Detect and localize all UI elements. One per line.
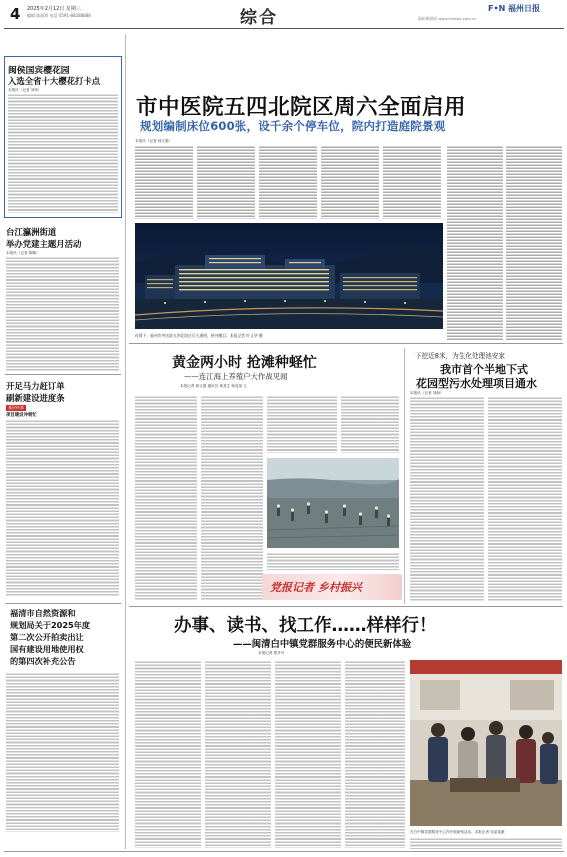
date-text: 2025年2月12日 星期三 [27,6,81,12]
page-number: 4 [10,5,21,23]
lead-photo-hospital [135,223,443,329]
sewage-body-col-1 [410,396,484,601]
lead-body-col-right-2 [506,145,562,340]
gold-photo-tidal-flat [267,458,399,548]
lead-subheadline: 规划编制床位600张，设千余个停车位，院内打造庭院景观 [140,119,446,133]
gold-body-col-4 [341,395,399,453]
story-cherry-byline: 本报讯（记者 刘伟） [8,88,42,92]
hospital-night-image [135,223,443,329]
masthead [0,0,567,34]
page-bottom-rule [4,851,564,852]
bottom-photo-caption: 在白中镇党群服务中心内开展助残活动。本报记者 吴某某摄 [410,830,505,834]
sewage-headline-2: 花园型污水处理项目通水 [416,377,537,390]
editor-line: 编辑 陈丽珍 电话 0591-88288888 [27,13,91,18]
sewage-kicker: 下挖近8米，为生化处理池安家 [415,352,505,360]
bottom-body-col-4 [345,660,405,848]
story-yingzhou-headline: 台江瀛洲街道 [6,227,57,237]
story-yingzhou-headline-2: 举办党建主题月活动 [6,239,82,249]
story-cherry-body [8,93,118,213]
tidal-flat-image [267,458,399,548]
story-yingzhou-byline: 本报讯（记者 陈琳） [6,251,40,255]
story-cherry-headline-2: 入选全省十大樱花打卡点 [8,76,101,86]
rural-banner [262,574,402,600]
logo: F•N 福州日报 [488,4,541,13]
lead-bottom-rule [129,343,563,344]
story-orders-sub: 项目建设冲刺忙 [6,413,37,418]
sewage-body-col-2 [488,396,562,601]
gold-body-col-2 [201,395,263,601]
masthead-rule [4,28,564,29]
bottom-body-col-2 [205,660,271,848]
left-rule-2 [5,603,121,604]
notice-body [6,672,119,832]
notice-headline-5: 的第四次补充公告 [10,656,76,666]
lead-body-col-4 [321,145,379,219]
notice-headline-4: 国有建设用地使用权 [10,644,84,654]
banner-text: 党报记者 乡村振兴 [270,581,362,594]
gold-byline: 本报记者 林文德 通讯员 黄其生 杨其战 文 [180,384,247,388]
left-rule-1 [5,374,121,375]
bottom-body-col-5 [410,837,562,849]
mid-bottom-rule [129,606,563,607]
sewage-headline-1: 我市首个半地下式 [440,363,528,376]
story-orders-headline-2: 刷新建设进度条 [6,393,65,403]
notice-headline-2: 规划局关于2025年度 [10,620,91,630]
notice-headline-1: 福清市自然资源和 [10,608,76,618]
bottom-body-col-3 [275,660,341,848]
lead-body-col-5 [383,145,441,219]
gold-headline: 黄金两小时 抢滩种蛏忙 [172,355,317,371]
mid-column-rule [404,348,405,604]
right-line: 福州新闻网 www.fznews.com.cn [418,16,477,21]
gold-body-col-3 [267,395,337,453]
service-center-image [410,660,562,826]
story-orders-tag: 基层传真 [8,405,24,410]
lead-byline: 本报讯（记者 林文德） [135,139,173,143]
sewage-byline: 本报讯（记者 刘海） [410,391,444,395]
bottom-subheadline: ——闽清白中镇党群服务中心的便民新体验 [233,639,412,650]
lead-body-col-1 [135,145,193,219]
bottom-body-col-1 [135,660,201,848]
gold-body-col-5 [267,552,399,570]
gold-subheadline: ——连江海上养殖户大作战见闻 [184,372,288,381]
lead-photo-caption: 夜幕下，福州市中医院五四北院区灯火通明，格外醒目。本报记者 叶义华 摄 [135,333,263,338]
bottom-byline: 本报记者 郑丹丹 [258,651,285,655]
story-cherry-headline: 闽侯国宾樱花园 [8,66,70,76]
left-column-rule [125,34,126,849]
lead-headline: 市中医院五四北院区周六全面启用 [136,95,467,120]
lead-body-col-3 [259,145,317,219]
bottom-photo-service-center [410,660,562,826]
story-yingzhou-body [6,256,119,371]
notice-headline-3: 第二次公开拍卖出让 [10,632,84,642]
section-title: 综合 [240,8,278,28]
lead-body-col-right-1 [447,145,503,340]
lead-body-col-2 [197,145,255,219]
story-orders-body [6,419,119,597]
story-orders-headline: 开足马力赶订单 [6,381,65,391]
bottom-headline: 办事、读书、找工作……样样行！ [174,616,437,636]
gold-body-col-1 [135,395,197,601]
